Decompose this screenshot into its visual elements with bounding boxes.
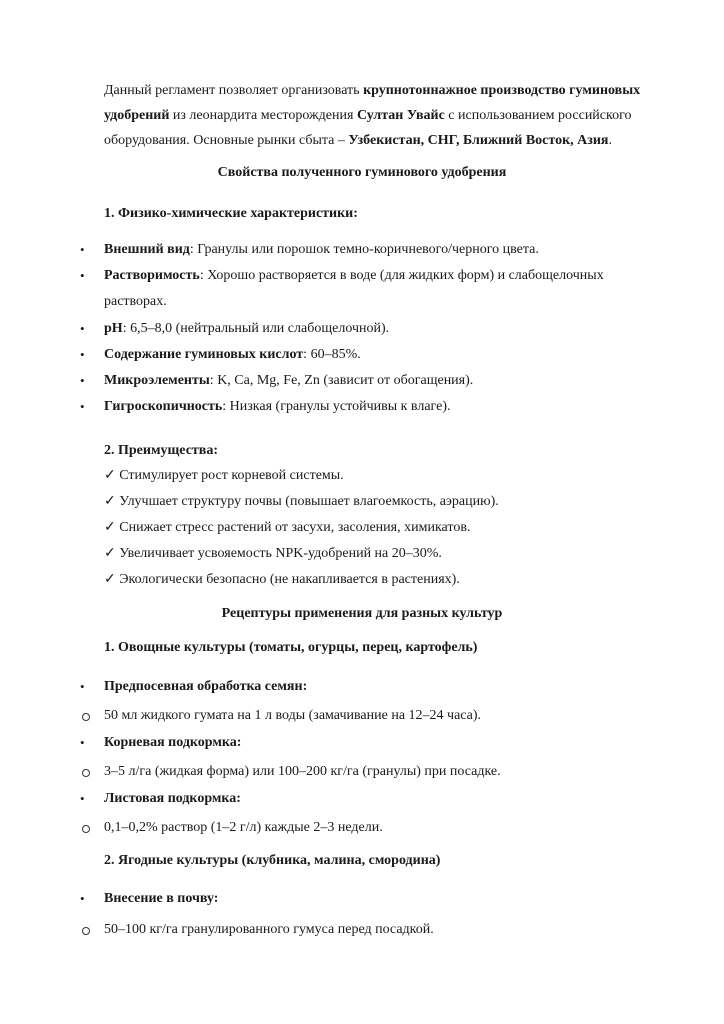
intro-paragraph — [104, 78, 674, 153]
section-advantages-title: 2. Преимущества: — [104, 443, 219, 458]
list-item-detail: 0,1–0,2% раствор (1–2 г/л) каждые 2–3 недели. — [104, 820, 383, 835]
list-item: Предпосевная обработка семян: — [104, 679, 308, 694]
list-item: Внесение в почву: — [104, 891, 219, 906]
check-item: ✓ Снижает стресс растений от засухи, засоления, химикатов. — [104, 520, 471, 535]
check-item: ✓ Стимулирует рост корневой системы. — [104, 468, 344, 483]
check-icon: ✓ — [104, 468, 116, 483]
intro-text: из леонардита месторождения — [169, 108, 357, 123]
bullet-icon: • — [80, 242, 85, 257]
recipes-title: Рецептуры применения для разных культур — [221, 606, 503, 621]
check-icon: ✓ — [104, 546, 116, 561]
bullet-icon: • — [80, 321, 85, 336]
bullet-icon: • — [80, 373, 85, 388]
list-item-detail: 50 мл жидкого гумата на 1 л воды (замачивание на 12–24 часа). — [104, 708, 482, 723]
section-physchem-title: 1. Физико-химические характеристики: — [104, 206, 358, 221]
check-item: ✓ Улучшает структуру почвы (повышает влагоемкость, аэрацию). — [104, 494, 499, 509]
bullet-icon: • — [80, 679, 85, 694]
check-icon: ✓ — [104, 572, 116, 587]
list-item: pH: 6,5–8,0 (нейтральный или слабощелочной). — [104, 321, 390, 336]
list-item: Корневая подкормка: — [104, 735, 242, 750]
circle-bullet-icon — [82, 769, 90, 777]
list-item: Листовая подкормка: — [104, 791, 241, 806]
list-item: Внешний вид: Гранулы или порошок темно-коричневого/черного цвета. — [104, 242, 539, 257]
vegetables-title: 1. Овощные культуры (томаты, огурцы, перец, картофель) — [104, 640, 478, 655]
check-item: ✓ Увеличивает усвояемость NPK-удобрений на 20–30%. — [104, 546, 442, 561]
intro-bold-markets: Узбекистан, СНГ, Ближний Восток, Азия — [348, 133, 609, 148]
check-icon: ✓ — [104, 494, 116, 509]
list-item: Микроэлементы: K, Ca, Mg, Fe, Zn (зависит от обогащения). — [104, 373, 474, 388]
list-item: Растворимость: Хорошо растворяется в воде (для жидких форм) и слабощелочных растворах. — [104, 268, 604, 309]
list-item: Содержание гуминовых кислот: 60–85%. — [104, 347, 361, 362]
bullet-icon: • — [80, 735, 85, 750]
check-icon: ✓ — [104, 520, 116, 535]
bullet-icon: • — [80, 268, 85, 283]
intro-text: . — [608, 133, 613, 148]
list-item: Гигроскопичность: Низкая (гранулы устойчивы к влаге). — [104, 399, 451, 414]
bullet-icon: • — [80, 791, 85, 806]
bullet-icon: • — [80, 891, 85, 906]
berries-title: 2. Ягодные культуры (клубника, малина, смородина) — [104, 853, 441, 868]
list-item-detail: 50–100 кг/га гранулированного гумуса перед посадкой. — [104, 922, 434, 937]
intro-text: с использованием российского оборудования. Основные рынки сбыта – — [104, 108, 632, 148]
intro-bold-deposit: Султан Увайс — [356, 108, 445, 123]
intro-bold-production: крупнотоннажное производство гуминовых удобрений — [104, 83, 641, 123]
circle-bullet-icon — [82, 927, 90, 935]
intro-text: Данный регламент позволяет организовать — [104, 83, 364, 98]
bullet-icon: • — [80, 347, 85, 362]
check-item: ✓ Экологически безопасно (не накапливается в растениях). — [104, 572, 460, 587]
properties-title: Свойства полученного гуминового удобрения — [217, 165, 507, 180]
circle-bullet-icon — [82, 713, 90, 721]
bullet-icon: • — [80, 399, 85, 414]
circle-bullet-icon — [82, 825, 90, 833]
list-item-detail: 3–5 л/га (жидкая форма) или 100–200 кг/га (гранулы) при посадке. — [104, 764, 501, 779]
